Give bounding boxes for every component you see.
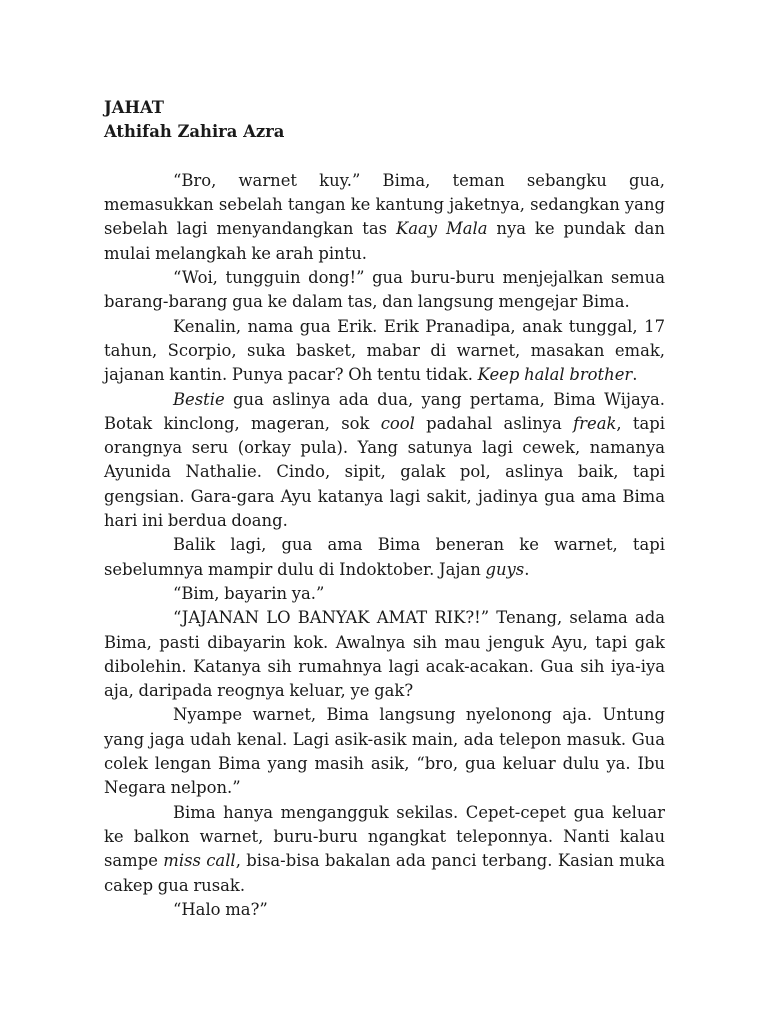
text-run: gua aslinya ada dua, yang pertama, Bima Wijaya. Botak kinclong, mageran, sok (104, 389, 665, 433)
paragraph (104, 388, 665, 534)
document-author: Athifah Zahira Azra (104, 122, 285, 142)
text-run: nya ke pundak dan mulai melangkah ke arah pintu. (104, 219, 665, 263)
text-run: . (524, 559, 530, 579)
paragraph (104, 266, 665, 315)
text-run: , bisa-bisa bakalan ada panci terbang. Kasian muka cakep gua rusak. (104, 851, 665, 895)
text-run: “JAJANAN LO BANYAK AMAT RIK?!” Tenang, selama ada Bima, pasti dibayarin kok. Awalnya sih mau jenguk Ayu, tapi gak dibolehin. Katanya sih rumahnya lagi acak-acakan. Gua sih iya-iya aja, daripada reognya keluar, ye gak? (104, 608, 665, 701)
italic-text: Keep halal brother (477, 365, 633, 385)
italic-text: cool (380, 413, 415, 433)
text-run: “Bro, warnet kuy.” Bima, teman sebangku gua, memasukkan sebelah tangan ke kantung jaketnya, sedangkan yang sebelah lagi menyandangkan tas (104, 170, 665, 239)
text-run: “Woi, tungguin dong!” gua buru-buru menjejalkan semua barang-barang gua ke dalam tas, dan langsung mengejar Bima. (104, 268, 665, 312)
text-run: Kenalin, nama gua Erik. Erik Pranadipa, anak tunggal, 17 tahun, Scorpio, suka basket, mabar di warnet, masakan emak, jajanan kantin. Punya pacar? Oh tentu tidak. (104, 316, 665, 385)
italic-text: freak (573, 413, 617, 433)
story-body (104, 169, 665, 922)
text-run: padahal aslinya (414, 413, 574, 433)
text-run: Bima hanya mengangguk sekilas. Cepet-cepet gua keluar ke balkon warnet, buru-buru ngangkat teleponnya. Nanti kalau sampe (104, 802, 665, 871)
paragraph (104, 533, 665, 582)
paragraph (104, 169, 665, 266)
text-run: “Halo ma?” (173, 899, 268, 919)
document-page (104, 96, 665, 922)
italic-text: Kaay Mala (395, 219, 488, 239)
text-run: “Bim, bayarin ya.” (173, 583, 325, 603)
italic-text: Bestie (173, 389, 225, 409)
paragraph (104, 898, 665, 922)
paragraph (104, 315, 665, 388)
paragraph (104, 606, 665, 703)
text-run: . (632, 365, 638, 385)
blank-line (104, 145, 665, 169)
text-run: Nyampe warnet, Bima langsung nyelonong aja. Untung yang jaga udah kenal. Lagi asik-asik main, ada telepon masuk. Gua colek lengan Bima yang masih asik, “bro, gua keluar dulu ya. Ibu Negara nelpon.” (104, 705, 665, 798)
document-title: JAHAT (104, 98, 164, 117)
text-run: , tapi orangnya seru (orkay pula). Yang satunya lagi cewek, namanya Ayunida Nathalie. Cindo, sipit, galak pol, aslinya baik, tapi gengsian. Gara-gara Ayu katanya lagi sakit, jadinya gua ama Bima hari ini berdua doang. (104, 413, 665, 531)
paragraph (104, 703, 665, 800)
italic-text: miss call (163, 851, 236, 871)
italic-text: guys (485, 559, 525, 579)
text-run: Balik lagi, gua ama Bima beneran ke warnet, tapi sebelumnya mampir dulu di Indoktober. Jajan (104, 535, 665, 579)
paragraph (104, 801, 665, 898)
paragraph (104, 582, 665, 606)
